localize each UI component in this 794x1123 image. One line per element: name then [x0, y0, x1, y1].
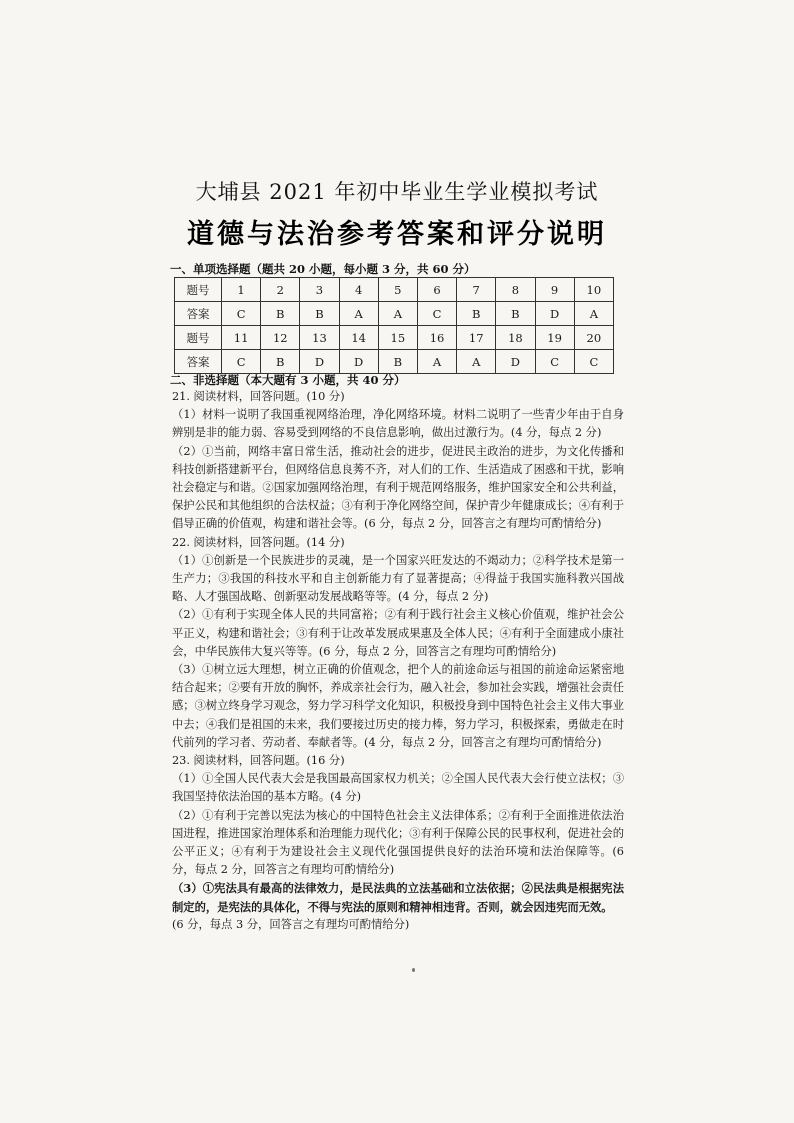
table-cell: A [378, 302, 417, 326]
table-cell: C [222, 302, 261, 326]
table-cell: C [535, 350, 574, 374]
table-cell: D [339, 350, 378, 374]
table-cell: A [417, 350, 456, 374]
table-cell: A [339, 302, 378, 326]
question-23-answer-2: （2）①有利于完善以宪法为核心的中国特色社会主义法律体系；②有利于全面推进依法治国进程，推进国家治理体系和治理能力现代化；③有利于保障公民的民事权利，促进社会的公平正义；④有利于为建设社会主义现代化强国提供良好的法治环境和法治保障等。(6 分，每点 2 分，回答言之有理均可酌情给分) [172, 808, 624, 877]
table-cell: 14 [339, 326, 378, 350]
table-row-answers-2 [175, 350, 614, 374]
table-cell: C [574, 350, 613, 374]
question-22-answer-1: （1）①创新是一个民族进步的灵魂，是一个国家兴旺发达的不竭动力；②科学技术是第一生产力；③我国的科技水平和自主创新能力有了显著提高；④得益于我国实施科教兴国战略、人才强国战略、创新驱动发展战略等等。(4 分，每点 2 分) [172, 553, 624, 604]
row-label-number: 题号 [175, 326, 222, 350]
table-cell: D [300, 350, 339, 374]
table-cell: C [222, 350, 261, 374]
question-23-answer-3-score: (6 分，每点 3 分，回答言之有理均可酌情给分) [172, 917, 410, 931]
table-cell: 9 [535, 278, 574, 302]
question-22-answer-3: （3）①树立远大理想，树立正确的价值观念，把个人的前途命运与祖国的前途命运紧密地结合起来；②要有开放的胸怀，养成亲社会行为，融入社会，参加社会实践，增强社会责任感；③树立终身学习观念，努力学习科学文化知识，积极投身到中国特色社会主义伟大事业中去；④我们是祖国的未来，我们要接过历史的接力棒，努力学习，积极探索，勇做走在时代前列的学习者、劳动者、奉献者等。(4 分，每点 2 分，回答言之有理均可酌情给分) [172, 663, 624, 749]
question-22-answer-2: （2）①有利于实现全体人民的共同富裕；②有利于践行社会主义核心价值观，维护社会公平正义，构建和谐社会；③有利于让改革发展成果惠及全体人民；④有利于全面建成小康社会，中华民族伟大复兴等等。(6 分，每点 2 分，回答言之有理均可酌情给分) [172, 608, 624, 658]
table-cell: 5 [378, 278, 417, 302]
table-cell: 1 [222, 278, 261, 302]
scan-speck [412, 968, 415, 972]
table-cell: D [496, 350, 535, 374]
table-cell: D [535, 302, 574, 326]
table-cell: 2 [261, 278, 300, 302]
question-21-title: 21. 阅读材料，回答问题。(10 分) [172, 390, 345, 403]
table-cell: 15 [378, 326, 417, 350]
part1-heading: 一、单项选择题（题共 20 小题，每小题 3 分，共 60 分） [170, 262, 476, 276]
table-row-numbers-2 [175, 326, 614, 350]
table-cell: B [496, 302, 535, 326]
question-22-title: 22. 阅读材料，回答问题。(14 分) [172, 535, 345, 549]
question-23-answer-3: （3）①宪法具有最高的法律效力，是民法典的立法基础和立法依据；②民法典是根据宪法制定的，是宪法的具体化，不得与宪法的原则和精神相违背。否则，就会因违宪而无效。 [172, 881, 624, 914]
answer-content [172, 388, 624, 934]
table-cell: B [457, 302, 496, 326]
table-cell: 13 [300, 326, 339, 350]
table-cell: 19 [535, 326, 574, 350]
question-23-answer-1: （1）①全国人民代表大会是我国最高国家权力机关；②全国人民代表大会行使立法权；③我国坚持依法治国的基本方略。(4 分) [172, 772, 624, 804]
answer-table [174, 277, 614, 374]
table-cell: B [300, 302, 339, 326]
row-label-number: 题号 [175, 278, 222, 302]
table-cell: 11 [222, 326, 261, 350]
row-label-answer: 答案 [175, 350, 222, 374]
table-cell: B [261, 350, 300, 374]
table-cell: 3 [300, 278, 339, 302]
table-cell: 17 [457, 326, 496, 350]
table-cell: A [574, 302, 613, 326]
table-cell: B [378, 350, 417, 374]
document-title: 道德与法治参考答案和评分说明 [187, 219, 607, 250]
table-cell: 8 [496, 278, 535, 302]
part2-heading: 二、非选择题（本大题有 3 小题，共 40 分） [170, 373, 406, 387]
table-cell: 4 [339, 278, 378, 302]
table-cell: 6 [417, 278, 456, 302]
row-label-answer: 答案 [175, 302, 222, 326]
table-cell: 10 [574, 278, 613, 302]
table-row-numbers-1 [175, 278, 614, 302]
table-cell: 20 [574, 326, 613, 350]
question-21-answer-2: （2）①当前，网络丰富日常生活，推动社会的进步，促进民主政治的进步，为文化传播和科技创新搭建新平台，但网络信息良莠不齐，对人们的工作、生活造成了困惑和干扰，影响社会稳定与和谐。②国家加强网络治理，有利于规范网络服务，维护国家安全和公共利益，保护公民和其他组织的合法权益；③有利于净化网络空间，保护青少年健康成长；④有利于倡导正确的价值观，构建和谐社会等。(6 分，每点 2 分，回答言之有理均可酌情给分) [172, 444, 624, 531]
exam-title: 大埔县 2021 年初中毕业生学业模拟考试 [195, 180, 599, 204]
table-cell: B [261, 302, 300, 326]
table-row-answers-1 [175, 302, 614, 326]
table-cell: 12 [261, 326, 300, 350]
table-cell: A [457, 350, 496, 374]
table-cell: 18 [496, 326, 535, 350]
question-23-title: 23. 阅读材料，回答问题。(16 分) [172, 754, 345, 768]
table-cell: C [417, 302, 456, 326]
table-cell: 7 [457, 278, 496, 302]
question-21-answer-1: （1）材料一说明了我国重视网络治理，净化网络环境。材料二说明了一些青少年由于自身辨别是非的能力弱、容易受到网络的不良信息影响，做出过激行为。(4 分，每点 2 分) [172, 408, 624, 440]
table-cell: 16 [417, 326, 456, 350]
